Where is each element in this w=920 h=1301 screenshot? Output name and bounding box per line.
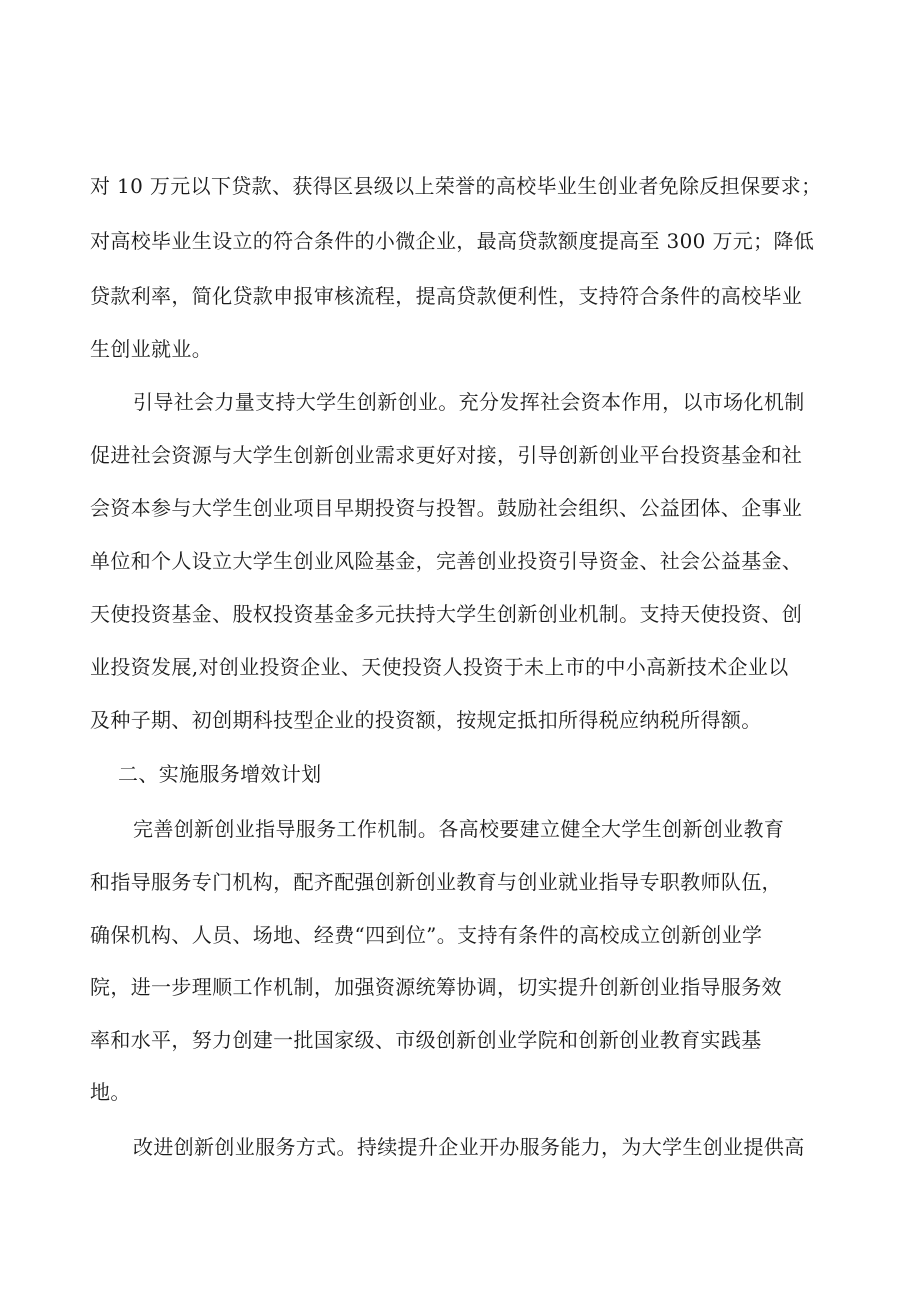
paragraph-line: 对 10 万元以下贷款、获得区县级以上荣誉的高校毕业生创业者免除反担保要求； [90,174,822,198]
paragraph-line: 改进创新创业服务方式。持续提升企业开办服务能力，为大学生创业提供高 [133,1135,805,1159]
paragraph-line: 对高校毕业生设立的符合条件的小微企业，最高贷款额度提高至 300 万元；降低 [90,229,815,253]
paragraph-line: 确保机构、人员、场地、经费“四到位”。支持有条件的高校成立创新创业学 [90,923,763,947]
paragraph-line: 单位和个人设立大学生创业风险基金，完善创业投资引导资金、社会公益基金、 [90,549,803,573]
paragraph-line: 天使投资基金、股权投资基金多元扶持大学生创新创业机制。支持天使投资、创 [90,602,803,626]
paragraph-line: 地。 [90,1080,131,1104]
paragraph-line: 院，进一步理顺工作机制，加强资源统筹协调，切实提升创新创业指导服务效 [90,975,782,999]
paragraph-line: 业投资发展,对创业投资企业、天使投资人投资于未上市的中小高新技术企业以 [90,655,789,679]
paragraph-line: 引导社会力量支持大学生创新创业。充分发挥社会资本作用，以市场化机制 [133,390,805,414]
paragraph-line: 完善创新创业指导服务工作机制。各高校要建立健全大学生创新创业教育 [133,817,785,841]
paragraph-line: 贷款利率，简化贷款申报审核流程，提高贷款便利性，支持符合条件的高校毕业 [90,284,803,308]
paragraph-line: 促进社会资源与大学生创新创业需求更好对接，引导创新创业平台投资基金和社 [90,443,803,467]
paragraph-line: 生创业就业。 [90,337,213,361]
paragraph-line: 率和水平，努力创建一批国家级、市级创新创业学院和创新创业教育实践基 [90,1028,762,1052]
paragraph-line: 和指导服务专门机构，配齐配强创新创业教育与创业就业指导专职教师队伍， [90,870,782,894]
paragraph-line: 会资本参与大学生创业项目早期投资与投智。鼓励社会组织、公益团体、企事业 [90,496,803,520]
paragraph-line: 及种子期、初创期科技型企业的投资额，按规定抵扣所得税应纳税所得额。 [90,708,762,732]
section-heading: 二、实施服务增效计划 [118,762,322,786]
